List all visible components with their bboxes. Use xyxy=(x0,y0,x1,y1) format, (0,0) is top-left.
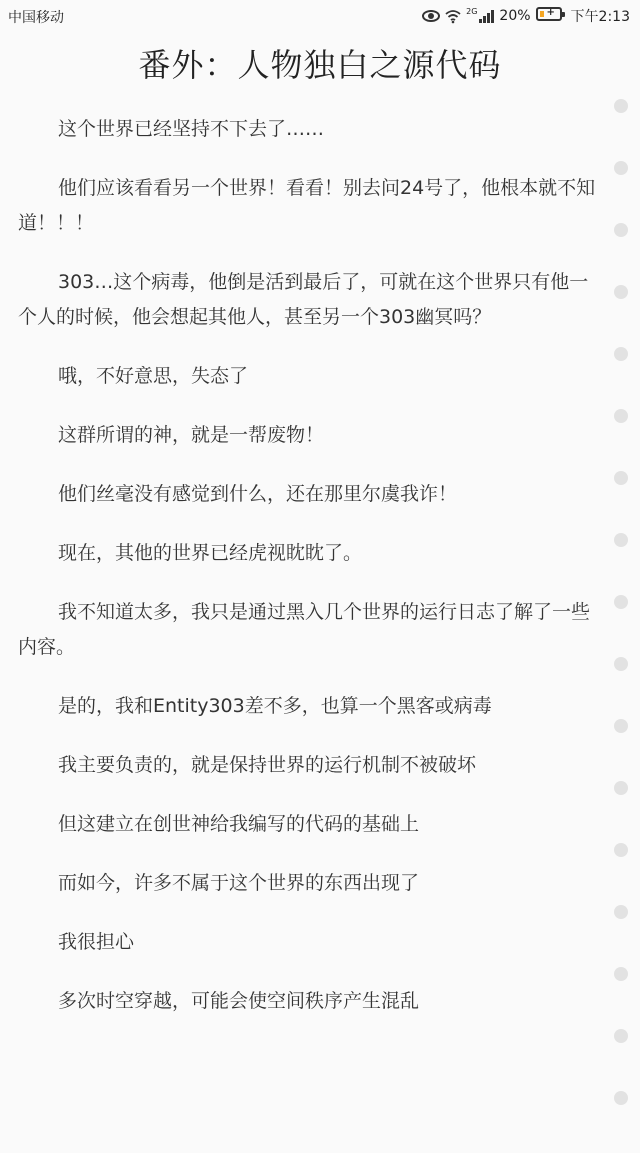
scroll-dot xyxy=(614,781,628,795)
signal-strength-icon xyxy=(479,9,494,23)
scroll-dot xyxy=(614,657,628,671)
scroll-dot xyxy=(614,99,628,113)
scroll-dot xyxy=(614,967,628,981)
clock-time: 下午2:13 xyxy=(570,9,630,25)
scroll-indicator-dots xyxy=(614,99,632,1153)
scroll-dot xyxy=(614,347,628,361)
scroll-dot xyxy=(614,409,628,423)
paragraph: 这个世界已经坚持不下去了…… xyxy=(58,118,325,140)
scroll-dot xyxy=(614,719,628,733)
paragraph: 哦，不好意思，失态了 xyxy=(58,365,249,387)
network-type-label: 2G xyxy=(466,6,478,16)
paragraph: 而如今，许多不属于这个世界的东西出现了 xyxy=(58,872,420,894)
paragraph: 但这建立在创世神给我编写的代码的基础上 xyxy=(58,813,420,835)
scroll-dot xyxy=(614,1091,628,1105)
wifi-icon xyxy=(445,8,461,24)
scroll-dot xyxy=(614,223,628,237)
scroll-dot xyxy=(614,905,628,919)
article-body[interactable] xyxy=(18,112,600,1043)
status-icons xyxy=(422,6,630,26)
carrier-label: 中国移动 xyxy=(8,10,64,26)
paragraph: 303…这个病毒，他倒是活到最后了，可就在这个世界只有他一个人的时候，他会想起其他人，甚至另一个303幽冥吗？ xyxy=(18,271,589,328)
scroll-dot xyxy=(614,1029,628,1043)
paragraph: 是的，我和Entity303差不多，也算一个黑客或病毒 xyxy=(58,695,492,717)
status-bar xyxy=(0,0,640,30)
scroll-dot xyxy=(614,843,628,857)
paragraph: 这群所谓的神，就是一帮废物！ xyxy=(58,424,325,446)
paragraph: 我很担心 xyxy=(58,931,135,953)
eye-comfort-icon xyxy=(422,10,440,22)
scroll-dot xyxy=(614,285,628,299)
paragraph: 他们丝毫没有感觉到什么，还在那里尔虞我诈！ xyxy=(58,483,458,505)
scroll-dot xyxy=(614,595,628,609)
page-title: 番外：人物独白之源代码 xyxy=(138,46,502,84)
scroll-dot xyxy=(614,471,628,485)
battery-container xyxy=(536,7,562,25)
paragraph: 现在，其他的世界已经虎视眈眈了。 xyxy=(58,542,363,564)
battery-charging-icon: + xyxy=(536,7,562,21)
paragraph: 他们应该看看另一个世界！看看！别去问24号了，他根本就不知道！！！ xyxy=(18,177,596,234)
battery-percent: 20% xyxy=(499,8,531,24)
scroll-dot xyxy=(614,533,628,547)
paragraph: 多次时空穿越，可能会使空间秩序产生混乱 xyxy=(58,990,420,1012)
paragraph: 我不知道太多，我只是通过黑入几个世界的运行日志了解了一些内容。 xyxy=(18,601,591,658)
paragraph: 我主要负责的，就是保持世界的运行机制不被破坏 xyxy=(58,754,477,776)
scroll-dot xyxy=(614,161,628,175)
